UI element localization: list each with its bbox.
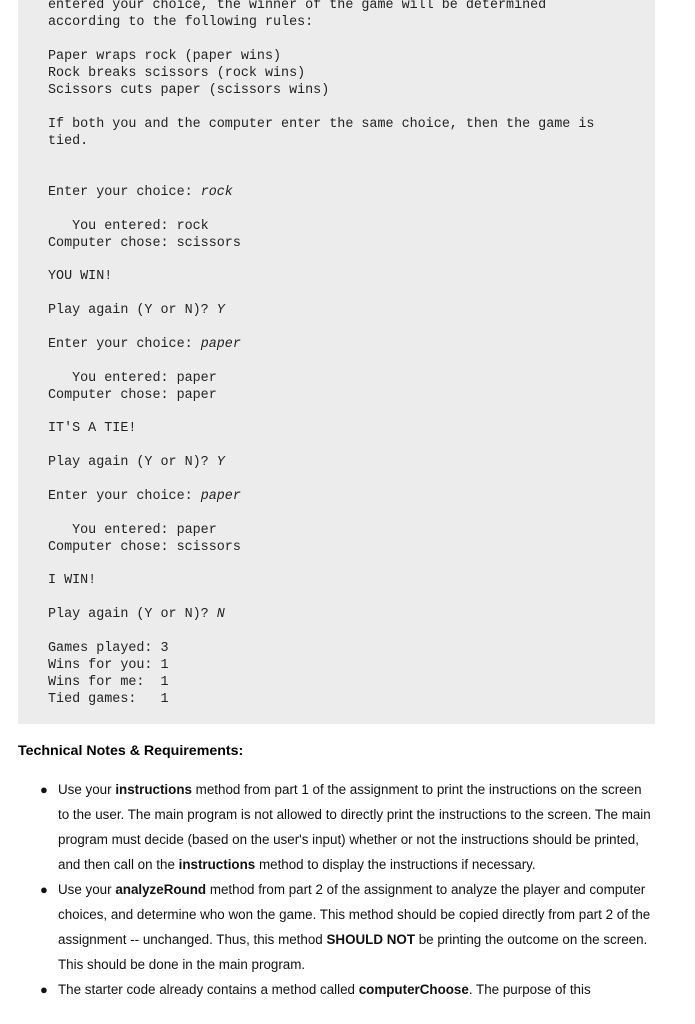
method-name: computerChoose [358,982,469,997]
stats-line: Games played: 3 [48,641,169,656]
stats-line: Tied games: 1 [48,692,169,707]
prompt-line [48,302,225,319]
user-input: rock [200,185,233,200]
code-line: You entered: rock [48,219,209,234]
stats-line: Wins for me: 1 [48,675,169,690]
technical-notes-list [0,777,695,1002]
result-line: YOU WIN! [48,269,113,284]
prompt-text: Play again (Y or N)? [48,455,217,470]
method-name: instructions [115,782,192,797]
code-line: Computer chose: paper [48,388,217,403]
code-line: You entered: paper [48,371,217,386]
code-line: according to the following rules: [48,15,314,30]
prompt-line [48,488,241,505]
prompt-line [48,606,225,623]
bullet-icon: ● [40,882,48,897]
prompt-text: Play again (Y or N)? [48,607,217,622]
method-name: analyzeRound [115,882,207,897]
stats-line: Wins for you: 1 [48,658,169,673]
prompt-line [48,336,241,353]
prompt-text: Enter your choice: [48,337,201,352]
method-name: instructions [178,857,256,872]
code-line: Rock breaks scissors (rock wins) [48,66,306,81]
user-input: paper [200,337,241,352]
prompt-text: Enter your choice: [48,185,201,200]
code-line: Computer chose: scissors [48,540,241,555]
user-input: N [216,607,225,622]
result-line: IT'S A TIE! [48,421,137,436]
user-input: paper [200,489,241,504]
prompt-line [48,184,233,201]
user-input: Y [216,455,225,470]
result-line: I WIN! [48,573,97,588]
code-line: If both you and the computer enter the same choice, then the game is [48,117,595,132]
prompt-text: Enter your choice: [48,489,201,504]
bullet-icon: ● [40,782,48,797]
code-line: Paper wraps rock (paper wins) [48,49,282,64]
code-line: You entered: paper [48,523,217,538]
note-item: ● Use your analyzeRound method from part 2 of the assignment to analyze the player and computer choices, and determine who won the game. This method should be copied directly from part 2 of the assignment -- unchanged. Thus, this method SHOULD NOT be printing the outcome on the screen. This should be done in the main program. [0,877,695,977]
code-line: entered your choice, the winner of the game will be determined [48,0,547,13]
prompt-line [48,454,225,471]
note-item: ● The starter code already contains a method called computerChoose. The purpose of this [0,977,695,1002]
prompt-text: Play again (Y or N)? [48,303,217,318]
user-input: Y [216,303,225,318]
technical-notes-heading: Technical Notes & Requirements: [18,743,244,759]
code-line: Computer chose: scissors [48,236,241,251]
emphasis: SHOULD NOT [326,932,415,947]
code-line: Scissors cuts paper (scissors wins) [48,83,330,98]
console-output-block [18,0,655,724]
code-line: tied. [48,134,89,149]
bullet-icon: ● [40,982,48,997]
note-item: ● Use your instructions method from part 1 of the assignment to print the instructions on the screen to the user. The main program is not allowed to directly print the instructions to the screen. The main program must decide (based on the user's input) whether or not the instructions should be printed, and then call on the instructions method to display the instructions if necessary. [0,777,695,877]
